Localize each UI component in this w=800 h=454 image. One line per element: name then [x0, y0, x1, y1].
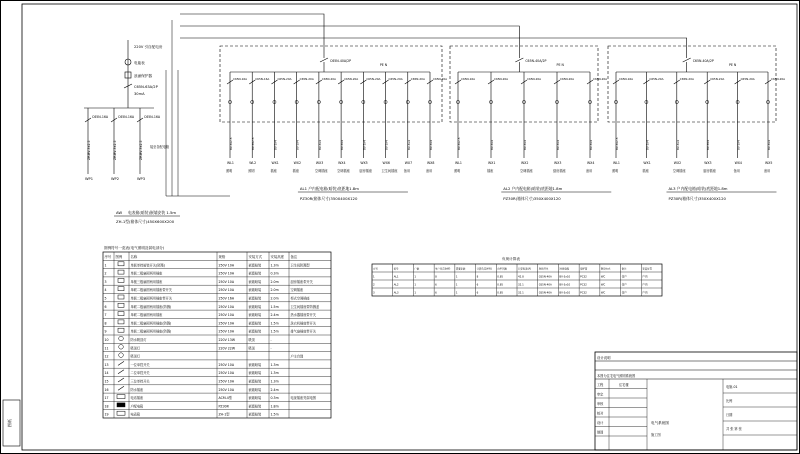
- legend-cell: 2.4m: [270, 313, 279, 318]
- branch-breaker-label: C65N-20A: [344, 77, 359, 81]
- legend-cell: 2.0m: [270, 296, 279, 301]
- legend-header-cell: 安装方式: [248, 255, 263, 259]
- legend-cell: 单联单控暗装开关(防溅): [130, 263, 165, 268]
- legend-cell: 2.0m: [270, 279, 279, 284]
- legend-cell: 吸顶: [248, 346, 255, 351]
- load-table-header-cell: 单户负荷(kW): [435, 267, 451, 271]
- legend-cell: -: [270, 338, 272, 342]
- legend-cell: 7: [104, 313, 107, 318]
- legend-header-cell: 规格: [218, 255, 226, 259]
- load-table-cell: 32.1: [518, 291, 524, 295]
- branch-cable-label: BV-3x2.5: [457, 137, 461, 150]
- branch-cable-label: BV-3x2.5: [229, 137, 233, 150]
- branch-circuit-id: WX5: [360, 161, 368, 165]
- load-table-header-cell: 计算电流(A): [518, 267, 532, 271]
- branch-breaker-label: C65N-20A: [299, 77, 314, 81]
- legend-cell: 5: [104, 296, 107, 301]
- branch-use-label: 备用: [733, 169, 740, 173]
- legend-cell: 16: [104, 387, 109, 392]
- load-table-header-cell: 备注: [621, 267, 627, 271]
- load-table-cell: C65N-40A: [538, 275, 552, 279]
- load-table-cell: BV-3x10: [559, 275, 571, 279]
- legend-cell: 嵌墙暗装: [248, 271, 262, 276]
- supply-circuit-breaker-label: C65N-16A: [144, 115, 161, 119]
- legend-cell: 三位单控开关: [130, 379, 150, 384]
- legend-cell: ACM-4型: [218, 396, 232, 401]
- load-table-cell: WC: [600, 275, 606, 279]
- branch-cable-label: BV-3x4: [523, 140, 527, 150]
- load-table-header-cell: 安装位置: [642, 267, 652, 271]
- branch-circuit-id: WL1: [227, 161, 234, 165]
- branch-circuit-id: WX2: [673, 161, 682, 165]
- branch-use-label: 插座: [292, 169, 300, 173]
- box-earth-label: PE N: [728, 63, 737, 67]
- legend-cell: 250V 10A: [218, 371, 235, 376]
- branch-use-label: 备用: [403, 169, 411, 173]
- supply-circuit-cable-label: ZR-BV-3x2.5: [113, 140, 117, 160]
- legend-cell: 二位单控开关: [130, 371, 150, 376]
- branch-breaker-label: C65N-20A: [679, 77, 694, 81]
- legend-cell: 250V 10A: [218, 362, 235, 367]
- legend-cell: 嵌墙暗装: [248, 296, 262, 301]
- legend-header-cell: 备注: [290, 255, 298, 259]
- branch-circuit-id: WX4: [734, 161, 742, 165]
- box-earth-label: PE N: [556, 63, 564, 67]
- branch-circuit-id: WL1: [613, 161, 620, 165]
- legend-cell: 12: [104, 354, 109, 359]
- legend-cell: 卫生间插座带防溅盖: [290, 304, 320, 309]
- legend-cell: 6: [104, 304, 107, 309]
- legend-cell: 1.8m: [270, 404, 279, 409]
- legend-cell: 8: [104, 321, 107, 326]
- load-table-cell: 户内: [642, 291, 648, 295]
- load-table-cell: PC32: [580, 291, 587, 295]
- load-table-header-cell: 保护管: [580, 267, 588, 271]
- box-title: AL3 户内配电箱(暗装)底距地1.8m: [668, 186, 728, 191]
- branch-cable-label: BV-3x4: [556, 140, 560, 150]
- legend-cell: 250V 10A: [218, 387, 235, 392]
- branch-use-label: 厨房插座: [553, 169, 566, 173]
- legend-cell: 250V 10A: [218, 329, 235, 334]
- branch-circuit-id: WX4: [338, 161, 346, 165]
- load-table-cell: 2: [373, 283, 375, 287]
- branch-use-label: 照明: [454, 169, 461, 173]
- main-box-code: AW: [116, 210, 123, 215]
- legend-cell: 1.5m: [270, 304, 279, 309]
- load-table-cell: 6: [476, 283, 479, 287]
- main-breaker-label: C65N-63A/2P: [134, 85, 158, 89]
- legend-cell: 0.3m: [270, 396, 279, 401]
- branch-circuit-id: WL1: [455, 161, 462, 165]
- branch-cable-label: BV-3x4: [317, 140, 322, 150]
- legend-cell: 1: [104, 263, 107, 268]
- load-table-cell: 户内: [642, 275, 648, 279]
- box-model: PZ30R(箱体尺寸)350X400X120: [503, 196, 561, 201]
- branch-cable-label: BV-3x4: [273, 140, 278, 150]
- legend-cell: 250V 10A: [218, 321, 235, 326]
- load-table-title: 负荷计算表: [502, 257, 520, 261]
- legend-cell: 卫生间防溅型: [290, 263, 310, 268]
- legend-cell: 嵌墙暗装: [248, 329, 262, 334]
- box-title: AL1 户内配电箱(暗装)底距地1.8m: [299, 186, 359, 191]
- load-table-cell: 户内: [642, 283, 648, 287]
- load-table-cell: C65N-40A: [538, 283, 552, 287]
- legend-cell: 1.3m: [270, 362, 279, 367]
- legend-cell: 电表箱: [130, 412, 141, 417]
- legend-cell: 嵌墙暗装: [248, 304, 262, 309]
- legend-cell: 户主自理: [290, 354, 304, 359]
- load-table-cell: 0.85: [497, 283, 504, 287]
- legend-cell: 220V 13W: [218, 338, 235, 342]
- branch-use-label: 插座: [487, 169, 494, 173]
- legend-cell: 1.5m: [270, 329, 279, 334]
- load-table-header-cell: 敷设方式: [600, 267, 611, 271]
- branch-breaker-label: C65N-16A: [233, 77, 248, 81]
- load-table-cell: 8: [435, 275, 437, 279]
- load-table-cell: BV-3x10: [559, 283, 571, 287]
- load-table-cell: 住户: [621, 275, 627, 279]
- load-table-cell: AL2: [393, 283, 399, 287]
- legend-cell: 柜式空调插座: [290, 296, 310, 301]
- legend-title: 图例符号一览表(电气照明及弱电部分): [104, 246, 165, 250]
- load-table-header-cell: 进线电缆: [559, 267, 569, 271]
- load-table-cell: 1: [373, 275, 375, 279]
- branch-breaker-label: C65N-20A: [494, 77, 509, 81]
- branch-cable-label: BV-3x2.5: [251, 137, 256, 150]
- supply-circuit-id: WP2: [111, 177, 120, 181]
- box-incoming-label: C65N-40A/2P: [692, 59, 714, 63]
- legend-cell: 户配电箱: [130, 404, 144, 409]
- legend-cell: 250V 10A: [218, 379, 235, 384]
- load-table-cell: 住户: [621, 291, 627, 295]
- title-block-role: 审定: [597, 392, 604, 397]
- legend-cell: 吸顶: [248, 338, 255, 342]
- legend-header-cell: 名称: [130, 255, 138, 259]
- load-table-cell: C65N-40A: [538, 291, 552, 295]
- load-table-cell: 6: [476, 291, 479, 295]
- branch-breaker-label: C65N-16A: [461, 77, 476, 81]
- legend-cell: 250V 10A: [218, 263, 235, 268]
- legend-cell: 嵌墙暗装: [248, 379, 262, 384]
- branch-use-label: 照明: [612, 169, 619, 173]
- legend-cell: 3: [104, 279, 107, 284]
- title-block-project-note: 本图为住宅电气照明系统图: [597, 374, 636, 378]
- branch-breaker-label: C65N-16A: [255, 77, 270, 81]
- title-block-scale: 比例: [726, 399, 733, 403]
- legend-cell: 19: [104, 412, 109, 417]
- legend-cell: 嵌墙暗装: [248, 321, 262, 326]
- supply-circuit-id: WP3: [137, 177, 146, 181]
- supply-circuit-breaker-label: C65N-16A: [92, 115, 109, 119]
- load-table-cell: AL3: [393, 291, 399, 295]
- supply-source-label: 220V 引自配电房: [134, 45, 163, 49]
- legend-cell: 1.3m: [270, 263, 279, 268]
- branch-cable-label: BV-3x4: [429, 140, 433, 150]
- load-table-header-cell: 户数: [414, 267, 420, 271]
- branch-breaker-label: C65N-20A: [649, 77, 664, 81]
- branch-cable-label: BV-3x4: [490, 140, 494, 150]
- legend-cell: 嵌墙暗装: [248, 279, 262, 284]
- branch-breaker-label: C65N-20A: [593, 77, 608, 81]
- legend-cell: 2.0m: [270, 288, 279, 293]
- legend-cell: 2.4m: [270, 387, 279, 392]
- branch-circuit-id: WX6: [382, 161, 390, 165]
- load-table-header-cell: 功率因数: [497, 267, 507, 271]
- title-block-role: 审核: [597, 402, 604, 406]
- branch-breaker-label: C65N-20A: [560, 77, 575, 81]
- legend-cell: 嵌墙暗装: [248, 412, 262, 417]
- legend-cell: 嵌墙暗装: [248, 404, 262, 409]
- load-table-cell: 1: [414, 275, 417, 279]
- load-table-cell: 32.1: [518, 283, 524, 287]
- branch-breaker-label: C65N-16A: [619, 77, 634, 81]
- branch-cable-label: BV-3x4: [645, 140, 650, 150]
- branch-circuit-id: WX3: [554, 161, 562, 165]
- box-incoming-label: C65N-40A/2P: [330, 59, 352, 63]
- title-block-role: 制图: [597, 430, 604, 435]
- branch-use-label: 厨房插座: [703, 169, 716, 173]
- branch-use-label: 空调插座: [314, 169, 328, 173]
- load-table-cell: 42.8: [518, 275, 524, 279]
- load-table-cell: BV-3x10: [559, 291, 571, 295]
- branch-use-label: 厨房插座: [359, 169, 373, 173]
- branch-breaker-label: C65N-20A: [277, 77, 292, 81]
- legend-cell: 单联二极扁圆两用插座带开关: [130, 288, 172, 293]
- legend-cell: 单联二极扁圆两用插座: [130, 271, 163, 276]
- branch-cable-label: BV-3x2.5: [615, 137, 619, 150]
- branch-circuit-id: WX3: [704, 161, 712, 165]
- branch-use-label: 空调插座: [520, 169, 533, 173]
- legend-cell: 15: [104, 379, 109, 384]
- legend-cell: 防水吸顶灯: [130, 338, 147, 342]
- branch-breaker-label: C65N-20A: [388, 77, 403, 81]
- legend-cell: 250V 10A: [218, 288, 235, 293]
- load-table-header-cell: 进线开关: [538, 267, 549, 271]
- legend-cell: 250V 16A: [218, 296, 235, 301]
- branch-use-label: 备用: [764, 169, 771, 173]
- load-table-cell: PC32: [580, 275, 587, 279]
- box-model: PZ30R(箱体尺寸)350X400X120: [668, 196, 726, 201]
- legend-cell: 排气扇插座带开关: [290, 329, 316, 334]
- title-block-drawing-no: 电施-01: [726, 385, 738, 389]
- branch-circuit-id: WX2: [521, 161, 529, 165]
- load-table-cell: PC32: [580, 283, 587, 287]
- branch-circuit-id: WX2: [293, 161, 302, 165]
- title-block-role: 校对: [597, 411, 604, 416]
- meter-label: 电能表: [134, 61, 145, 65]
- legend-cell: 嵌墙暗装: [248, 362, 262, 367]
- legend-cell: 热水器插座带开关: [290, 313, 316, 318]
- branch-use-label: 空调插座: [337, 169, 350, 173]
- branch-use-label: 插座: [270, 169, 277, 173]
- legend-cell: 250V 10A: [218, 271, 235, 276]
- branch-circuit-id: WX1: [643, 161, 651, 165]
- legend-cell: 嵌墙暗装: [248, 387, 262, 392]
- branch-circuit-id: WL2: [249, 161, 257, 165]
- branch-breaker-label: C65N-20A: [527, 77, 542, 81]
- load-table-cell: 1: [455, 291, 458, 295]
- load-table-cell: 6: [435, 283, 437, 287]
- legend-cell: 空调插座: [290, 288, 304, 293]
- branch-circuit-id: WX7: [404, 161, 413, 165]
- legend-cell: 13: [104, 362, 109, 367]
- legend-cell: 吸顶灯: [130, 354, 141, 359]
- legend-cell: 电视插座见弱电图: [290, 396, 316, 401]
- load-table-cell: 1: [414, 283, 417, 287]
- branch-breaker-label: C65N-20A: [366, 77, 381, 81]
- main-box-title: 电表箱(暗装)嵌墙安装 1.5m: [128, 210, 177, 215]
- legend-cell: 4: [104, 288, 107, 293]
- legend-cell: 250V 10A: [218, 313, 235, 318]
- load-table-header-cell: 计算负荷(kW): [476, 267, 492, 271]
- branch-circuit-id: WX1: [488, 161, 496, 165]
- legend-header-cell: 图例: [115, 255, 123, 259]
- legend-cell: 嵌墙暗装: [248, 371, 262, 376]
- legend-cell: 嵌墙暗装: [248, 396, 262, 401]
- branch-breaker-label: C65N-20A: [433, 77, 448, 81]
- legend-cell: 单联二极扁圆两用插座(防溅): [130, 321, 172, 326]
- legend-cell: 嵌墙暗装: [248, 263, 262, 268]
- main-box-model: ZH-1型(箱体尺寸)450X600X200: [116, 219, 175, 224]
- branch-cable-label: BV-3x4: [675, 140, 680, 150]
- branch-breaker-label: C65N-20A: [740, 77, 755, 81]
- legend-cell: 单联二极扁圆两用插座(防溅): [130, 304, 172, 309]
- title-block-role: 工程: [597, 383, 604, 387]
- load-table-cell: 0.85: [497, 291, 504, 295]
- legend-cell: 14: [104, 371, 109, 376]
- branch-cable-label: BV-3x4: [736, 140, 741, 150]
- branch-circuit-id: WX8: [427, 161, 435, 165]
- load-table-cell: 1: [414, 291, 417, 295]
- load-table-cell: 1: [455, 283, 458, 287]
- legend-cell: ZH-1型: [218, 412, 230, 417]
- side-label: 图纸: [7, 419, 12, 427]
- branch-breaker-label: C65N-20A: [321, 77, 336, 81]
- branch-circuit-id: WX3: [315, 161, 324, 165]
- legend-cell: 电话插座: [130, 396, 144, 401]
- legend-cell: 嵌墙暗装: [248, 313, 262, 318]
- legend-cell: 防水插座: [130, 387, 144, 392]
- branch-breaker-label: C65N-20A: [710, 77, 725, 81]
- branch-use-label: 空调插座: [672, 169, 686, 173]
- load-table-header-cell: 箱号: [393, 267, 399, 271]
- box-incoming-label: C65N-40A/2P: [525, 59, 547, 63]
- load-table-cell: 3: [373, 291, 375, 295]
- legend-cell: 单联二极扁圆两用插座: [130, 313, 163, 318]
- branch-use-label: 备用: [586, 169, 593, 173]
- legend-cell: 11: [104, 346, 109, 351]
- title-block-design-note: 设计说明: [597, 356, 611, 360]
- legend-cell: 220V 22W: [218, 346, 235, 351]
- load-table-cell: AL1: [393, 275, 399, 279]
- branch-cable-label: BV-3x4: [406, 140, 411, 150]
- title-block-sheet: 共 张 第 张: [726, 427, 742, 431]
- legend-cell: 洗衣机插座带开关: [290, 321, 316, 326]
- legend-cell: 18: [104, 404, 109, 409]
- branch-breaker-label: C65N-20A: [771, 77, 786, 81]
- legend-cell: 吸顶灯: [130, 346, 141, 351]
- legend-symbol: [117, 403, 125, 407]
- branch-circuit-id: WX4: [587, 161, 595, 165]
- rcd-label: 30mA: [134, 92, 145, 96]
- legend-cell: 单联二极扁圆两用插座(防溅): [130, 329, 172, 334]
- legend-cell: 2: [104, 271, 107, 276]
- load-table-header-cell: 序号: [373, 267, 378, 271]
- legend-cell: 9: [104, 329, 107, 334]
- sheet-border: [1, 1, 800, 454]
- load-table-cell: 0.85: [497, 275, 504, 279]
- supply-circuit-note: 接至各配电箱: [150, 145, 170, 149]
- supply-circuit-cable-label: ZR-BV-3x2.5: [87, 140, 91, 160]
- branch-circuit-id: WX5: [765, 161, 773, 165]
- branch-cable-label: BV-3x4: [767, 140, 771, 150]
- load-table-header-cell: 需要系数: [455, 267, 466, 271]
- legend-cell: -: [270, 346, 272, 351]
- branch-cable-label: BV-3x4: [589, 140, 593, 150]
- supply-circuit-id: WP1: [85, 177, 94, 181]
- legend-cell: 1.3m: [270, 379, 279, 384]
- legend-cell: 0.3m: [270, 271, 279, 276]
- legend-header-cell: 安装高度: [270, 255, 285, 259]
- box-earth-label: PE N: [379, 63, 388, 67]
- spd-label: 浪涌保护器: [134, 74, 152, 78]
- branch-cable-label: BV-3x4: [340, 140, 345, 150]
- box-title: AL2 户内配电箱(暗装)底距地1.8m: [503, 186, 563, 191]
- branch-use-label: 插座: [642, 169, 649, 173]
- legend-cell: 1.5m: [270, 321, 279, 326]
- title-block-stage: 施工图: [651, 433, 661, 437]
- load-table-cell: 1: [455, 275, 458, 279]
- legend-cell: 1.3m: [270, 371, 279, 376]
- legend-cell: 厨房插座带开关: [290, 279, 313, 284]
- title-block-role: 设计: [597, 421, 604, 425]
- legend-cell: 250V 10A: [218, 279, 235, 284]
- load-table-cell: WC: [600, 291, 606, 295]
- legend-cell: 10: [104, 338, 109, 342]
- load-table-cell: WC: [600, 283, 606, 287]
- branch-use-label: 卫生间插座: [381, 169, 398, 173]
- legend-header-cell: 序号: [104, 255, 112, 259]
- supply-circuit-cable-label: ZR-BV-3x2.5: [139, 140, 143, 160]
- branch-cable-label: BV-3x4: [706, 140, 711, 150]
- legend-cell: 嵌墙暗装: [248, 288, 262, 293]
- legend-cell: 1.5m: [270, 412, 279, 417]
- branch-use-label: 照明: [226, 169, 233, 173]
- branch-breaker-label: C65N-20A: [410, 77, 425, 81]
- legend-cell: PZ30R: [218, 404, 229, 409]
- legend-cell: 单极三极扁圆两用插座: [130, 279, 163, 284]
- title-block-drawing-name: 电气系统图: [651, 421, 669, 425]
- title-block-date: 日期: [726, 413, 733, 417]
- legend-cell: 一位单控开关: [130, 362, 150, 367]
- legend-cell: 250V 10A: [218, 304, 235, 309]
- load-table-cell: 6: [435, 291, 437, 295]
- branch-cable-label: BV-3x4: [384, 140, 389, 150]
- legend-cell: 17: [104, 396, 109, 401]
- branch-use-label: 备用: [426, 169, 433, 173]
- branch-cable-label: BV-3x4: [295, 140, 300, 150]
- box-model: PZ30R(箱体尺寸)350X400X120: [299, 196, 358, 201]
- branch-use-label: 照明: [248, 169, 255, 173]
- load-table-cell: 8: [476, 275, 479, 279]
- title-block-role-value: 住宅楼: [619, 383, 629, 387]
- load-table-cell: 住户: [621, 283, 627, 287]
- branch-circuit-id: WX1: [271, 161, 279, 165]
- branch-cable-label: BV-3x4: [362, 140, 367, 150]
- legend-cell: 单联二极扁圆两用插座带开关: [130, 296, 172, 301]
- supply-circuit-breaker-label: C65N-16A: [118, 115, 135, 119]
